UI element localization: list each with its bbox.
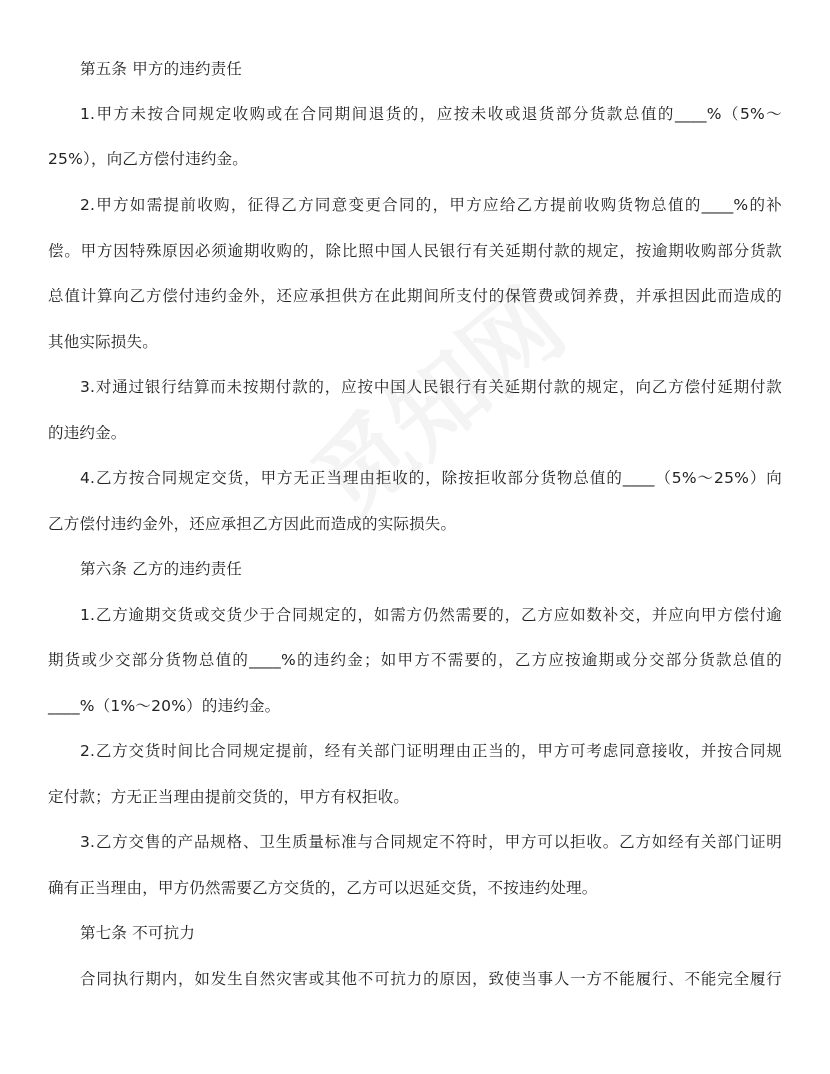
- article-7-heading: 第七条 不可抗力: [80, 924, 196, 942]
- article-5-clause-3-line-1: 3.对通过银行结算而未按期付款的，应按中国人民银行有关延期付款的规定，向乙方偿付延期付款: [80, 378, 782, 396]
- article-5-clause-2-line-4: 其他实际损失。: [48, 333, 158, 351]
- article-6-clause-1-line-3: ____%（1%～20%）的违约金。: [48, 697, 281, 715]
- article-7-paragraph-line-1: 合同执行期内，如发生自然灾害或其他不可抗力的原因，致使当事人一方不能履行、不能完全履行: [80, 970, 782, 988]
- article-6-clause-3-line-2: 确有正当理由，甲方仍然需要乙方交货的，乙方可以迟延交货，不按违约处理。: [48, 879, 598, 897]
- article-5-clause-2-line-1: 2.甲方如需提前收购，征得乙方同意变更合同的，甲方应给乙方提前收购货物总值的____%的补: [80, 196, 782, 214]
- article-6-clause-3-line-1: 3.乙方交售的产品规格、卫生质量标准与合同规定不符时，甲方可以拒收。乙方如经有关部门证明: [80, 833, 782, 851]
- article-5-clause-1-line-1: 1.甲方未按合同规定收购或在合同期间退货的，应按未收或退货部分货款总值的____%（5%～: [80, 105, 782, 123]
- article-5-clause-4-line-2: 乙方偿付违约金外，还应承担乙方因此而造成的实际损失。: [48, 515, 457, 533]
- article-5-clause-2-line-3: 总值计算向乙方偿付违约金外，还应承担供方在此期间所支付的保管费或饲养费，并承担因此而造成的: [48, 287, 782, 305]
- article-5-heading: 第五条 甲方的违约责任: [80, 60, 243, 78]
- article-5-clause-2-line-2: 偿。甲方因特殊原因必须逾期收购的，除比照中国人民银行有关延期付款的规定，按逾期收购部分货款: [48, 242, 782, 260]
- article-5-clause-1-line-2: 25%），向乙方偿付违约金。: [48, 150, 249, 168]
- article-6-clause-1-line-1: 1.乙方逾期交货或交货少于合同规定的，如需方仍然需要的，乙方应如数补交，并应向甲方偿付逾: [80, 606, 782, 624]
- article-5-clause-4-line-1: 4.乙方按合同规定交货，甲方无正当理由拒收的，除按拒收部分货物总值的____（5%～25%）向: [80, 469, 782, 487]
- article-6-heading: 第六条 乙方的违约责任: [80, 560, 243, 578]
- article-5-clause-3-line-2: 的违约金。: [48, 424, 127, 442]
- article-6-clause-2-line-2: 定付款；方无正当理由提前交货的，甲方有权拒收。: [48, 788, 410, 806]
- article-6-clause-1-line-2: 期货或少交部分货物总值的____%的违约金；如甲方不需要的，乙方应按逾期或分交部分货款总值的: [48, 651, 782, 669]
- article-6-clause-2-line-1: 2.乙方交货时间比合同规定提前，经有关部门证明理由正当的，甲方可考虑同意接收，并按合同规: [80, 742, 782, 760]
